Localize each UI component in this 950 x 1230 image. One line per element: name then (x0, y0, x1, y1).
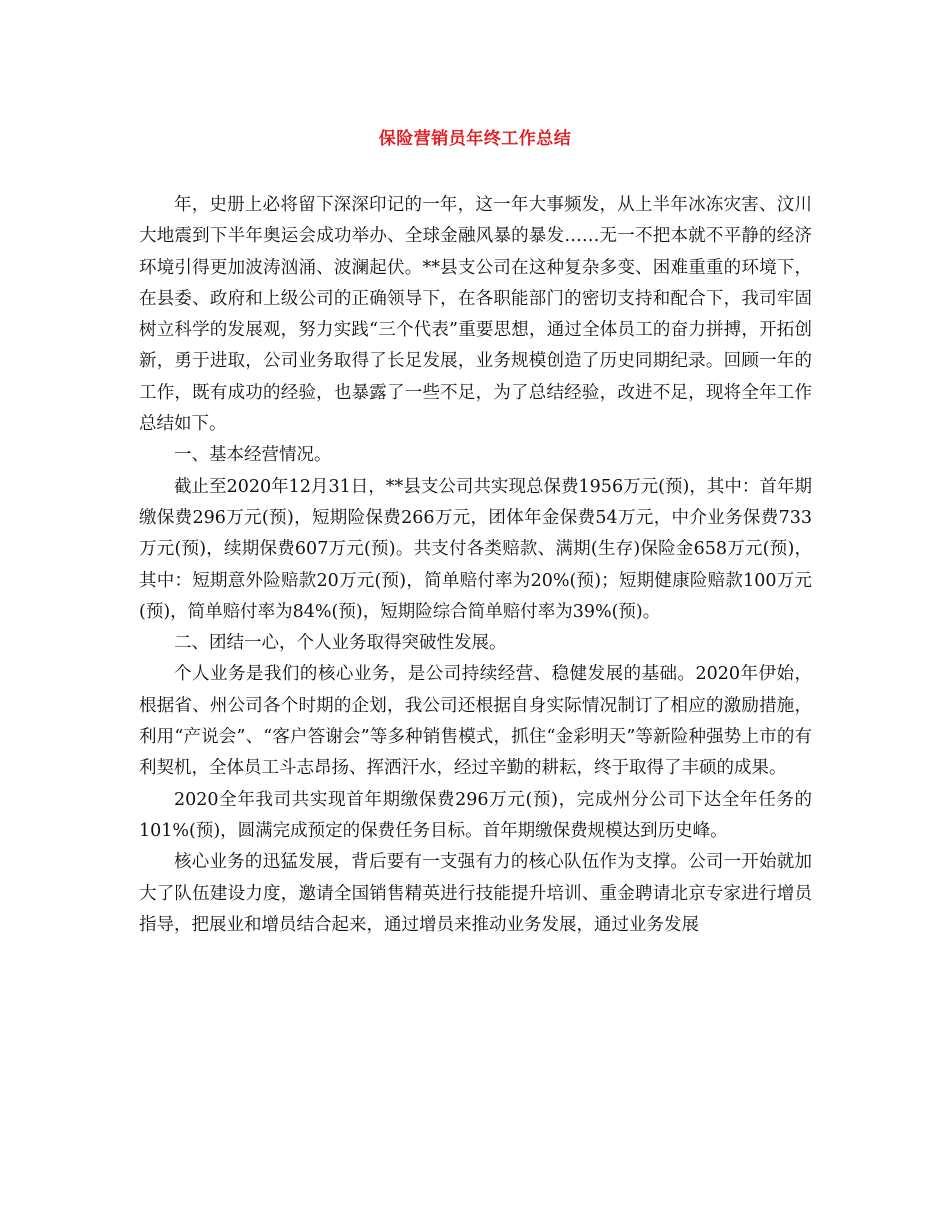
paragraph-intro: 年，史册上必将留下深深印记的一年，这一年大事频发，从上半年冰冻灾害、汶川大地震到下半年奥运会成功举办、全球金融风暴的暴发……无一不把本就不平静的经济环境引得更加波涛汹涌、波澜起伏。**县支公司在这种复杂多变、困难重重的环境下，在县委、政府和上级公司的正确领导下，在各职能部门的密切支持和配合下，我司牢固树立科学的发展观，努力实践“三个代表”重要思想，通过全体员工的奋力拼搏，开拓创新，勇于进取，公司业务取得了长足发展，业务规模创造了历史同期纪录。回顾一年的工作，既有成功的经验，也暴露了一些不足，为了总结经验，改进不足，现将全年工作总结如下。 (139, 195, 812, 435)
paragraph-operations: 截止至2020年12月31日，**县支公司共实现总保费1956万元(预)，其中：首年期缴保费296万元(预)，短期险保费266万元，团体年金保费54万元，中介业务保费733万元(预)，续期保费607万元(预)。共支付各类赔款、满期(生存)保险金658万元(预)，其中：短期意外险赔款20万元(预)，简单赔付率为20%(预)；短期健康险赔款100万元(预)，简单赔付率为84%(预)，短期险综合简单赔付率为39%(预)。 (139, 476, 812, 622)
document-body (139, 190, 812, 941)
section-heading-1: 一、基本经营情况。 (174, 445, 332, 466)
section-heading-2: 二、团结一心，个人业务取得突破性发展。 (174, 633, 507, 654)
paragraph-team-building: 核心业务的迅猛发展，背后要有一支强有力的核心队伍作为支撑。公司一开始就加大了队伍建设力度，邀请全国销售精英进行技能提升培训、重金聘请北京专家进行增员指导，把展业和增员结合起来，通过增员来推动业务发展，通过业务发展 (139, 852, 812, 935)
paragraph-core-business: 个人业务是我们的核心业务，是公司持续经营、稳健发展的基础。2020年伊始，根据省、州公司各个时期的企划，我公司还根据自身实际情况制订了相应的激励措施，利用“产说会”、“客户答谢会”等多种销售模式，抓住“金彩明天”等新险种强势上市的有利契机，全体员工斗志昂扬、挥洒汗水，经过辛勤的耕耘，终于取得了丰硕的成果。 (139, 664, 812, 779)
paragraph-premium-result: 2020全年我司共实现首年期缴保费296万元(预)，完成州分公司下达全年任务的101%(预)，圆满完成预定的保费任务目标。首年期缴保费规模达到历史峰。 (139, 789, 812, 841)
document-title: 保险营销员年终工作总结 (378, 129, 572, 149)
